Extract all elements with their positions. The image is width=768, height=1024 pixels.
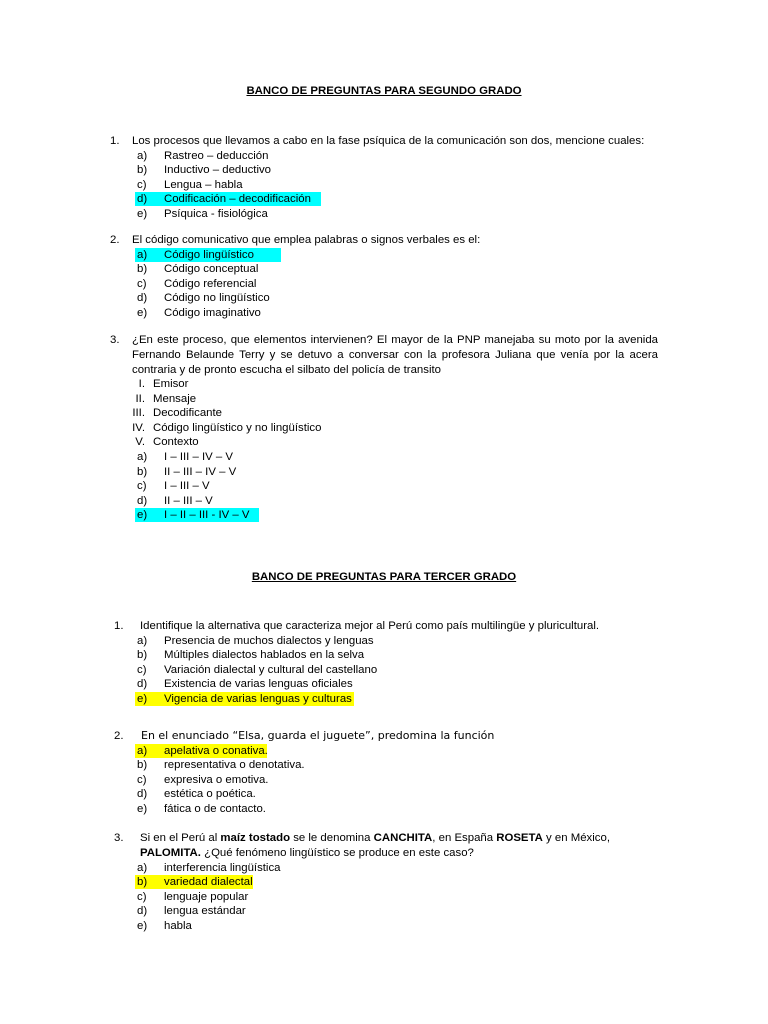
option-letter: a) <box>137 861 148 874</box>
option-text: Existencia de varias lenguas oficiales <box>164 678 353 690</box>
option-letter: c) <box>137 480 147 492</box>
option-letter: c) <box>137 890 147 903</box>
section-title-tercer-grado: BANCO DE PREGUNTAS PARA TERCER GRADO <box>251 571 517 583</box>
element-text: Emisor <box>153 378 189 390</box>
option-text: Rastreo – deducción <box>164 149 269 162</box>
question-3-segundo <box>110 333 660 525</box>
option-letter: a) <box>137 149 148 162</box>
option-letter: e) <box>137 692 148 705</box>
bold-term: PALOMITA. <box>140 847 201 859</box>
roman-numeral: I. <box>138 378 145 390</box>
option-e-correct <box>135 692 354 706</box>
option-letter: c) <box>137 773 147 786</box>
option-text: Vigencia de varias lenguas y culturas <box>164 692 352 705</box>
question-text-line-1: ¿En este proceso, que elementos intervienen? El mayor de la PNP manejaba su moto por la avenida <box>132 334 658 346</box>
option-a-correct <box>135 248 281 262</box>
option-letter: a) <box>137 451 148 463</box>
roman-numeral: III. <box>132 407 145 419</box>
option-text: Codificación – decodificación <box>164 193 311 205</box>
option-letter: d) <box>137 905 148 917</box>
question-1-segundo <box>110 134 670 224</box>
option-e-correct <box>135 508 259 522</box>
option-text: Múltiples dialectos hablados en la selva <box>164 649 365 661</box>
question-text-line-1 <box>140 831 610 845</box>
roman-numeral: II. <box>135 392 145 405</box>
element-text: Decodificante <box>153 407 223 419</box>
question-text: Los procesos que llevamos a cabo en la fase psíquica de la comunicación son dos, mencione cuales: <box>132 135 645 147</box>
question-3-tercero <box>114 831 674 936</box>
option-text: estética o poética. <box>164 788 256 800</box>
option-text: fática o de contacto. <box>164 802 266 815</box>
element-text: Código lingüístico y no lingüístico <box>153 421 322 434</box>
option-text: I – III – V <box>164 480 210 492</box>
option-text: apelativa o conativa. <box>164 744 268 757</box>
text-run: ¿Qué fenómeno lingüístico se produce en este caso? <box>200 847 474 859</box>
option-text: Variación dialectal y cultural del castellano <box>164 663 378 676</box>
option-text: II – III – V <box>164 494 213 507</box>
option-letter: b) <box>137 649 148 661</box>
option-letter: d) <box>137 292 148 304</box>
question-number: 2. <box>110 234 120 246</box>
question-1-tercero <box>114 619 674 709</box>
question-text: Identifique la alternativa que caracteriza mejor al Perú como país multilingüe y pluricultural. <box>140 620 600 632</box>
option-a-correct <box>135 744 267 758</box>
text-run: Si en el Perú al <box>140 832 221 844</box>
element-text: Contexto <box>153 436 199 448</box>
option-letter: a) <box>137 744 148 757</box>
question-2-tercero <box>114 729 674 819</box>
option-d-correct <box>135 192 321 206</box>
option-letter: e) <box>137 306 148 319</box>
text-run: , en España <box>432 832 497 844</box>
option-letter: b) <box>137 876 148 888</box>
option-text: expresiva o emotiva. <box>164 773 269 786</box>
option-text: II – III – IV – V <box>164 465 237 478</box>
option-letter: e) <box>137 509 148 521</box>
bold-term: ROSETA <box>496 832 543 844</box>
option-text: Código lingüístico <box>164 248 254 261</box>
option-letter: b) <box>137 759 148 771</box>
question-number: 3. <box>114 832 124 844</box>
option-letter: b) <box>137 164 148 176</box>
option-text: I – II – III - IV – V <box>164 509 250 521</box>
option-text: Psíquica - fisiológica <box>164 207 268 220</box>
option-text: Inductivo – deductivo <box>164 164 272 176</box>
question-2-segundo <box>110 233 670 323</box>
option-letter: c) <box>137 178 147 191</box>
option-letter: a) <box>137 634 148 647</box>
option-text: Lengua – habla <box>164 178 243 191</box>
text-run: se le denomina <box>290 832 374 844</box>
option-letter: b) <box>137 465 148 478</box>
option-letter: e) <box>137 207 148 220</box>
question-number: 2. <box>114 730 124 742</box>
element-text: Mensaje <box>153 392 197 405</box>
question-text: En el enunciado “Elsa, guarda el juguete”, predomina la función <box>141 729 495 742</box>
question-text-line-2 <box>140 846 474 860</box>
option-letter: d) <box>137 193 148 205</box>
text-run: y en México, <box>542 832 610 844</box>
option-text: lengua estándar <box>164 905 246 917</box>
option-text: Código imaginativo <box>164 306 261 319</box>
question-text: El código comunicativo que emplea palabras o signos verbales es el: <box>132 234 481 246</box>
option-letter: c) <box>137 663 147 676</box>
option-text: variedad dialectal <box>164 876 253 888</box>
option-text: representativa o denotativa. <box>164 759 305 771</box>
question-text-line-3: contraria y de pronto escucha el silbato del policía de transito <box>132 364 441 376</box>
option-letter: d) <box>137 788 148 800</box>
question-text-line-2: Fernando Belaunde Terry y se detuvo a conversar con la profesora Juliana que venía por la acera <box>132 349 658 361</box>
section-title-segundo-grado: BANCO DE PREGUNTAS PARA SEGUNDO GRADO <box>246 85 522 97</box>
option-text: Código referencial <box>164 277 257 290</box>
option-letter: a) <box>137 248 148 261</box>
roman-numeral: V. <box>135 436 145 448</box>
option-letter: c) <box>137 277 147 290</box>
option-letter: e) <box>137 919 148 932</box>
bold-term: CANCHITA <box>373 832 433 844</box>
option-letter: d) <box>137 494 148 507</box>
question-number: 3. <box>110 334 120 346</box>
option-text: I – III – IV – V <box>164 451 234 463</box>
option-b-correct <box>135 875 253 889</box>
option-letter: d) <box>137 678 148 690</box>
bold-term: maíz tostado <box>220 832 291 844</box>
option-text: lenguaje popular <box>164 890 249 903</box>
roman-numeral: IV. <box>132 421 145 434</box>
option-text: Presencia de muchos dialectos y lenguas <box>164 634 374 647</box>
option-text: habla <box>164 919 192 932</box>
question-number: 1. <box>114 620 124 632</box>
option-text: interferencia lingüística <box>164 861 281 874</box>
option-text: Código conceptual <box>164 263 259 275</box>
option-text: Código no lingüístico <box>164 292 270 304</box>
option-letter: e) <box>137 802 148 815</box>
question-number: 1. <box>110 135 120 147</box>
option-letter: b) <box>137 263 148 275</box>
